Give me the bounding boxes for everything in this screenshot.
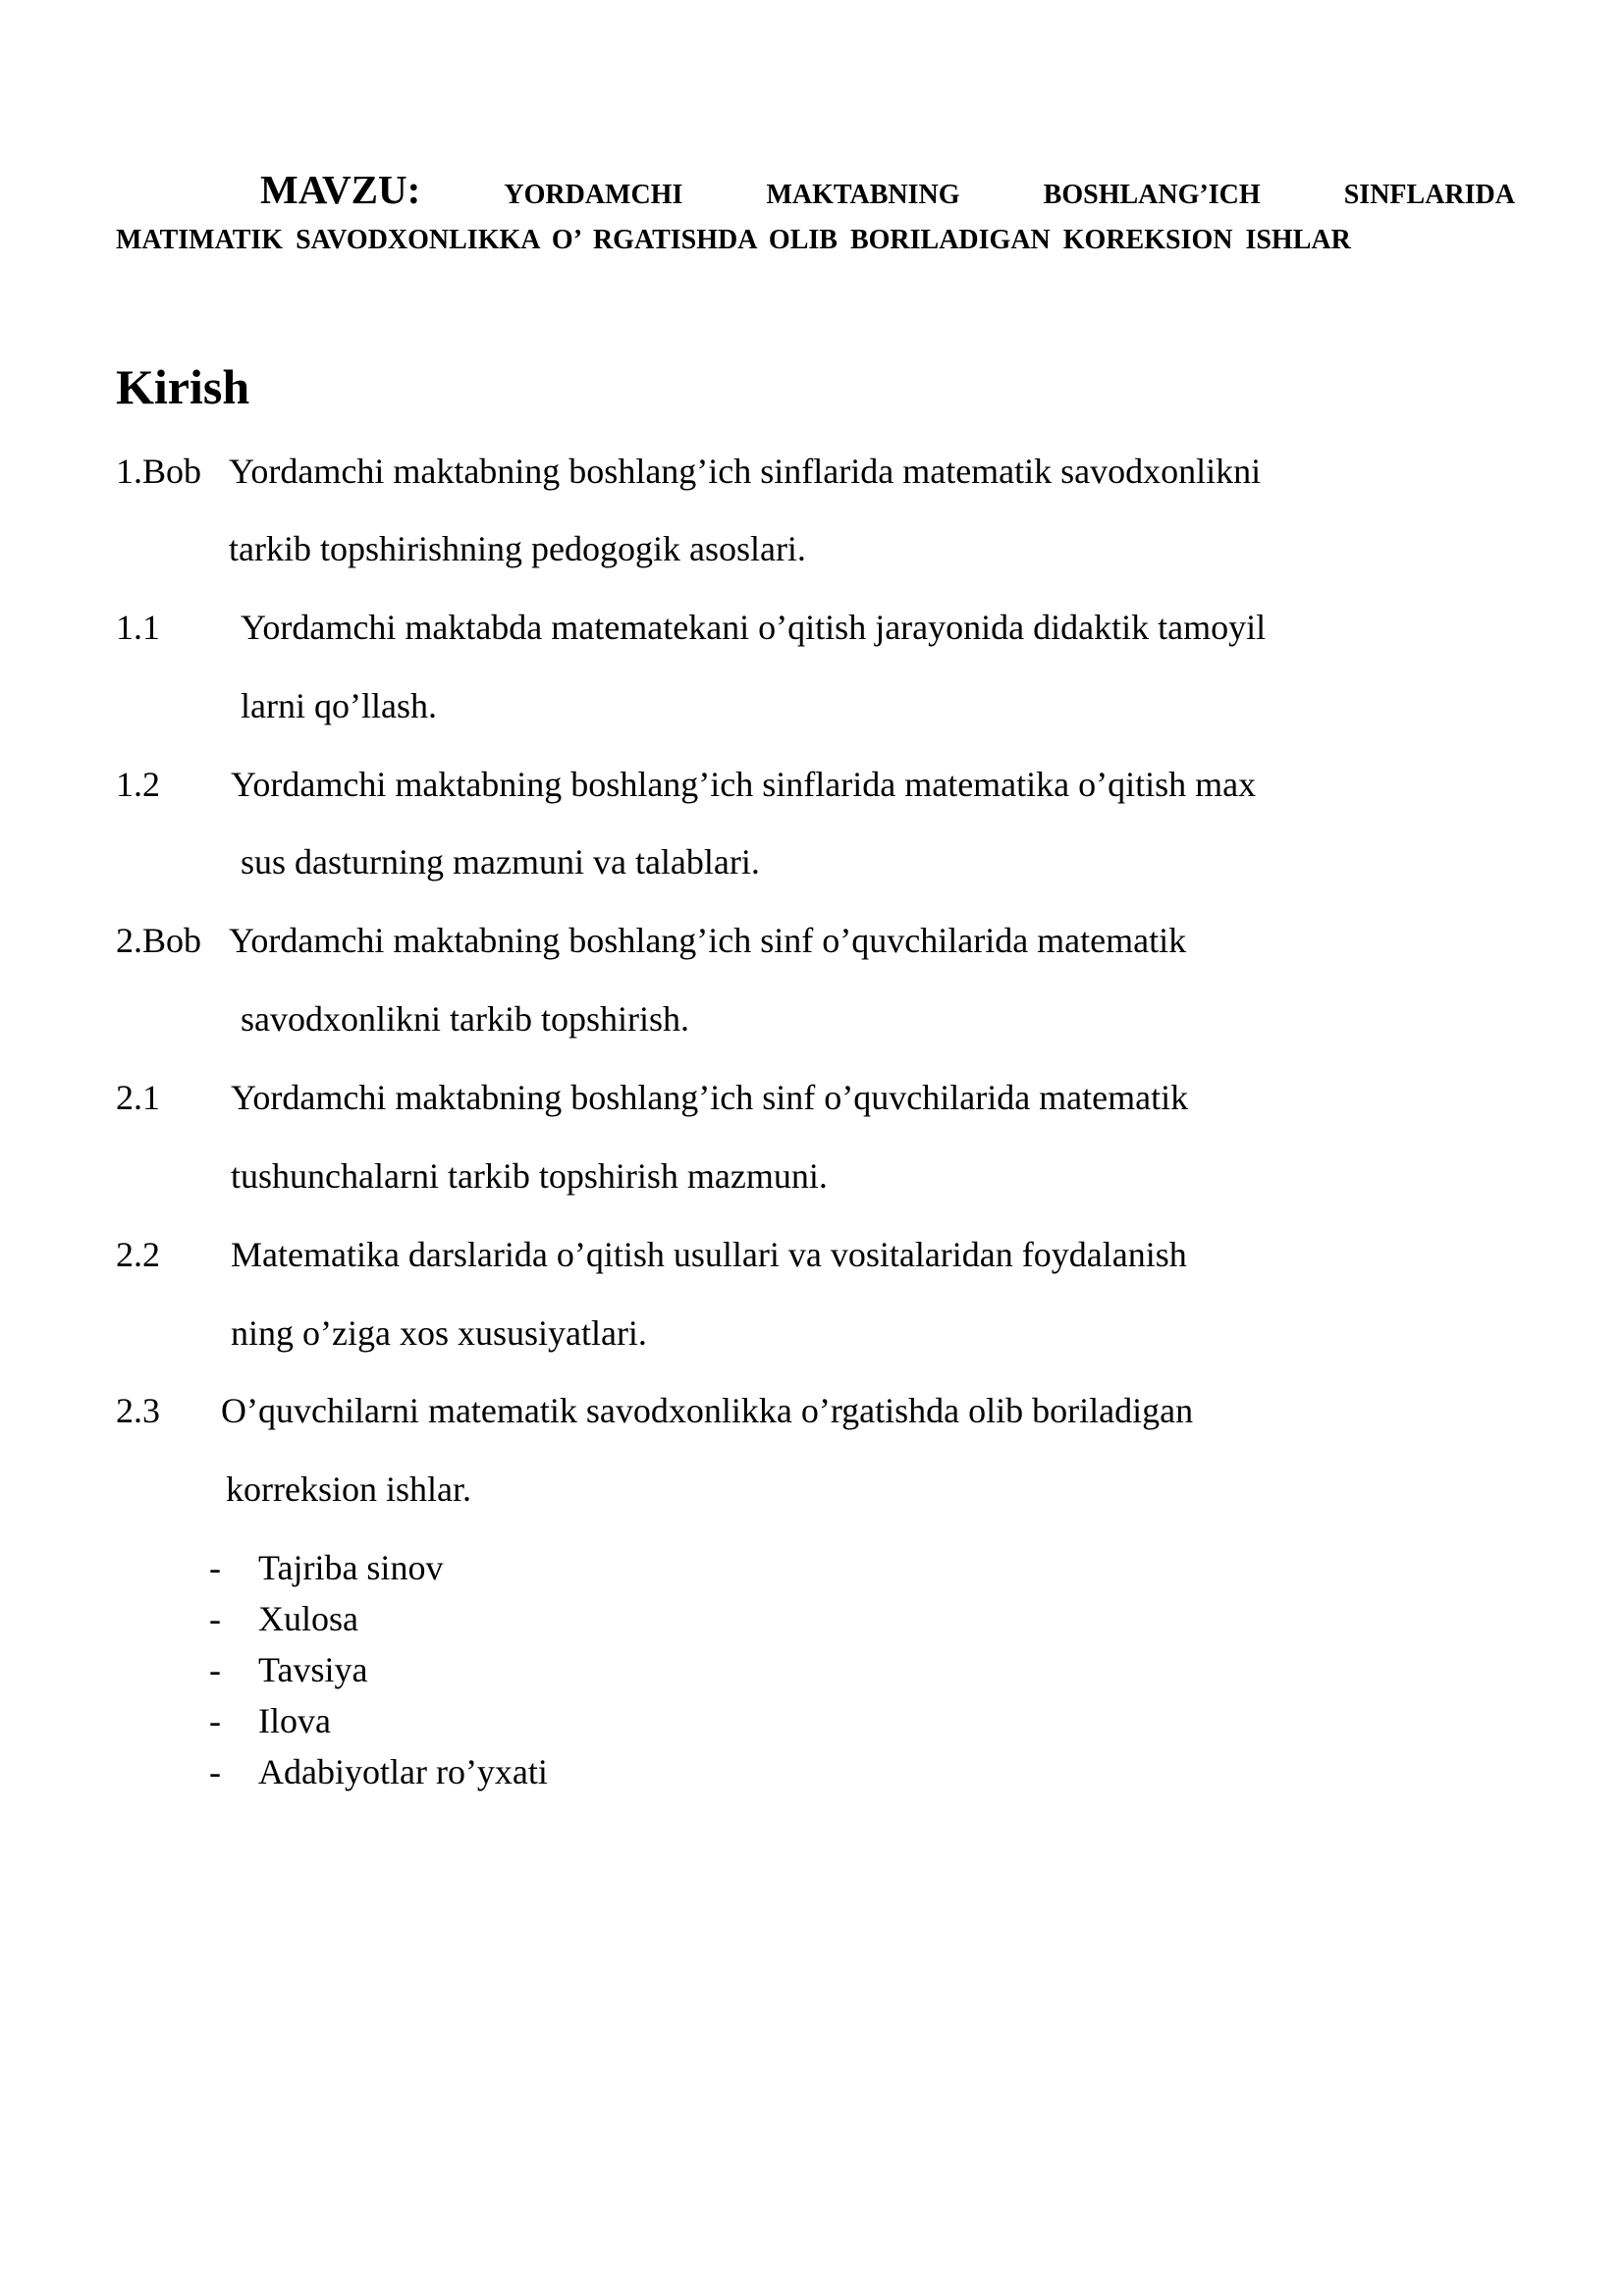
toc-number: 2.2 (116, 1235, 160, 1274)
toc-entry-line: O’quvchilarni matematik savodxonlikka o’rgatishda olib boriladigan (221, 1391, 1194, 1430)
toc-number: 1.Bob (116, 452, 202, 491)
list-item-text: Xulosa (258, 1599, 358, 1638)
list-item-text: Tajriba sinov (258, 1548, 444, 1587)
toc-entry-line: Yordamchi maktabning boshlang’ich sinf o’quvchilarida matematik (231, 1078, 1189, 1117)
toc-entry-line: ning o’ziga xos xususiyatlari. (231, 1313, 647, 1353)
list-item-text: Ilova (258, 1701, 331, 1740)
toc-number: 2.1 (116, 1078, 160, 1117)
toc-number: 1.2 (116, 765, 160, 804)
list-dash: - (209, 1752, 221, 1791)
toc-number: 2.3 (116, 1391, 160, 1430)
title-line-2: MATIMATIK SAVODXONLIKKA O’ RGATISHDA OLIB BORILADIGAN KOREKSION ISHLAR (116, 225, 1351, 255)
list-item-text: Adabiyotlar ro’yxati (258, 1752, 548, 1791)
list-item-text: Tavsiya (258, 1650, 368, 1689)
title-word: BOSHLANG’ICH (1043, 180, 1261, 210)
toc-number: 2.Bob (116, 921, 202, 960)
toc-entry-line: Yordamchi maktabda matematekani o’qitish jarayonida didaktik tamoyil (241, 608, 1267, 647)
list-dash: - (209, 1599, 221, 1638)
toc-entry-line: Yordamchi maktabning boshlang’ich sinf o’quvchilarida matematik (229, 921, 1187, 960)
list-dash: - (209, 1650, 221, 1689)
title-word: MAKTABNING (766, 180, 960, 210)
toc-entry-line: larni qo’llash. (241, 686, 437, 725)
toc-entry-line: savodxonlikni tarkib topshirish. (241, 999, 689, 1039)
toc-entry-line: Yordamchi maktabning boshlang’ich sinflarida matematik savodxonlikni (229, 452, 1262, 491)
title-mavzu-label: MAVZU: (260, 167, 421, 212)
list-dash: - (209, 1548, 221, 1587)
toc-entry-line: Matematika darslarida o’qitish usullari va vositalaridan foydalanish (231, 1235, 1187, 1274)
toc-number: 1.1 (116, 608, 160, 647)
section-heading: Kirish (116, 359, 250, 414)
toc-entry-line: korreksion ishlar. (226, 1469, 471, 1509)
toc-entry-line: tushunchalarni tarkib topshirish mazmuni. (231, 1156, 828, 1196)
title-word: SINFLARIDA (1343, 180, 1515, 210)
toc-entry-line: sus dasturning mazmuni va talablari. (241, 842, 760, 881)
title-line-1 (260, 167, 1515, 218)
list-dash: - (209, 1701, 221, 1740)
title-word: YORDAMCHI (504, 180, 683, 210)
toc-entry-line: tarkib topshirishning pedogogik asoslari. (229, 529, 806, 568)
toc-entry-line: Yordamchi maktabning boshlang’ich sinflarida matematika o’qitish max (231, 765, 1257, 804)
